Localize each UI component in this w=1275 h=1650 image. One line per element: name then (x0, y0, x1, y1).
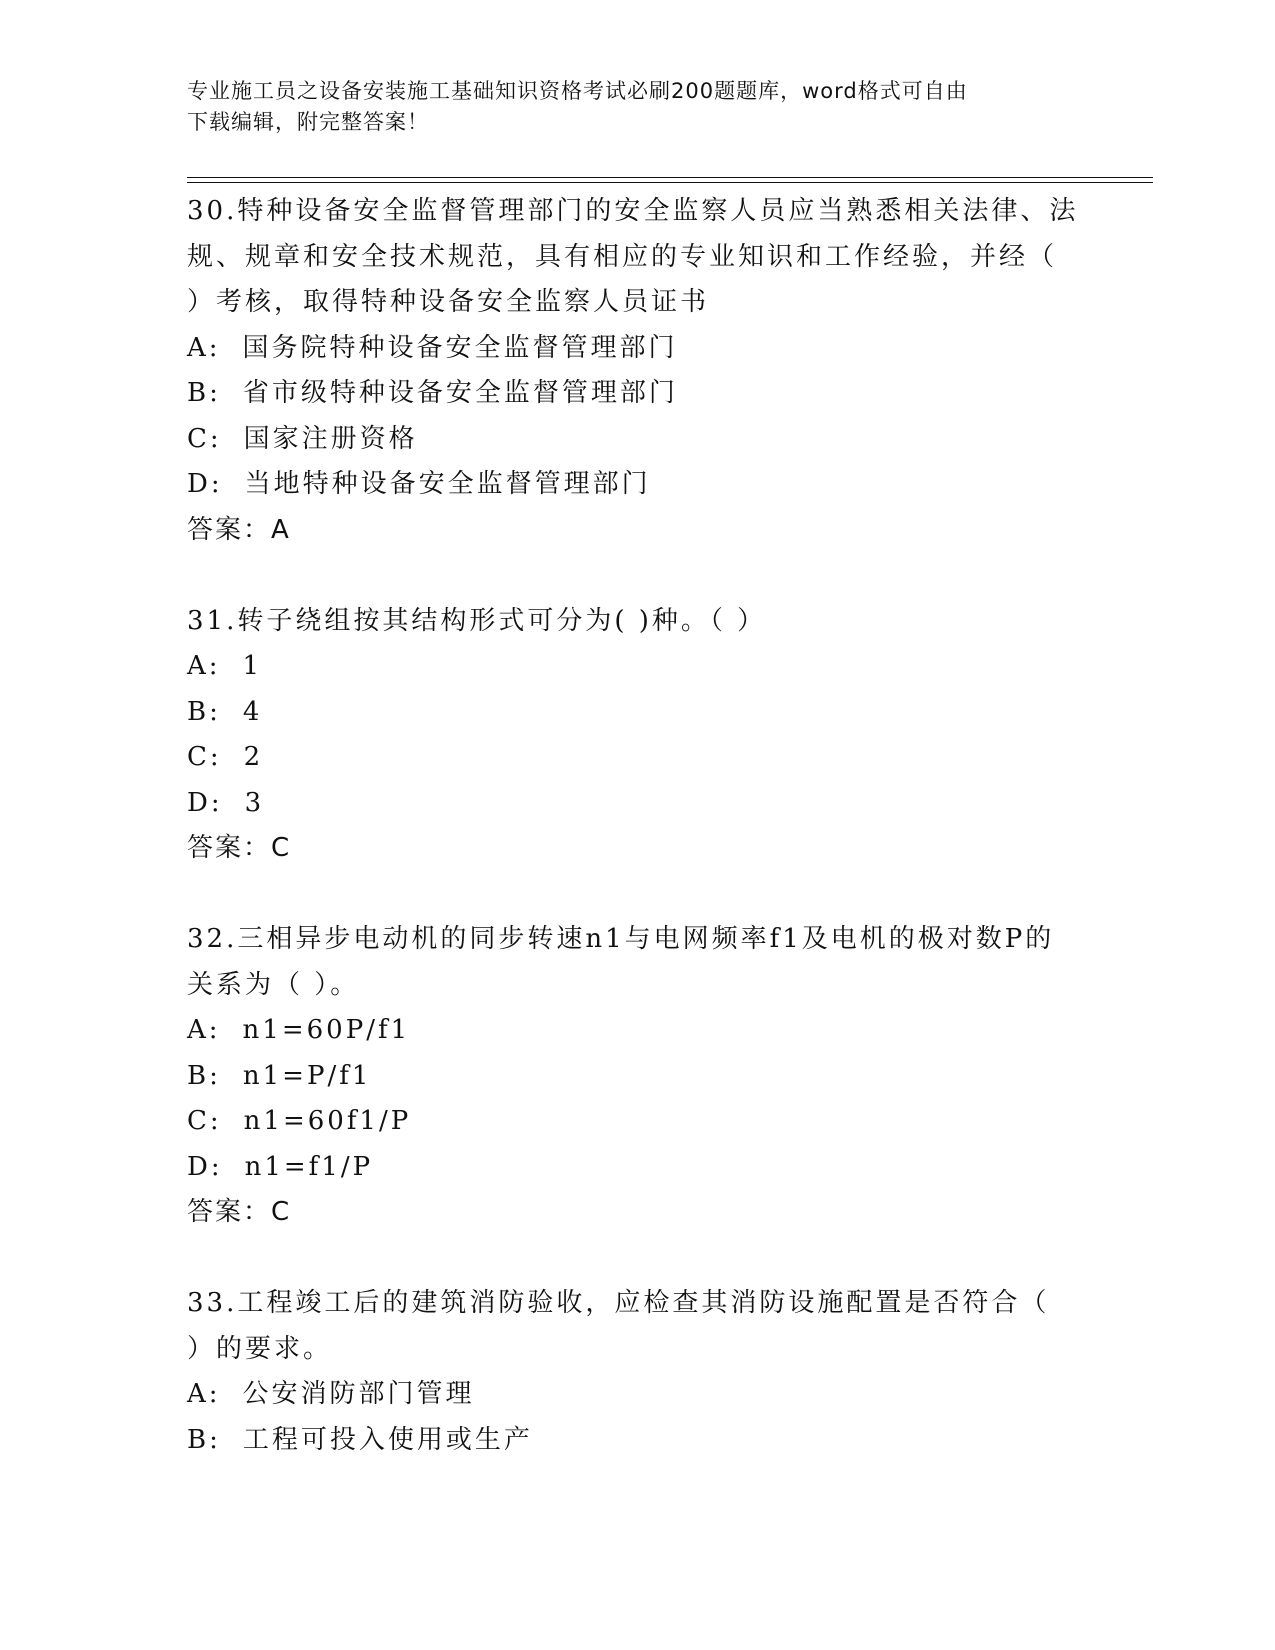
option-a (187, 1372, 1087, 1418)
question-text-line: 31.转子绕组按其结构形式可分为( )种。（ ） (187, 605, 767, 636)
question-33 (187, 1281, 1087, 1463)
option-text: n1=60P/f1 (242, 1015, 411, 1045)
option-d (187, 781, 1087, 827)
answer-line: 答案：A (187, 514, 291, 545)
option-c (187, 1099, 1087, 1145)
question-text-line: 32.三相异步电动机的同步转速n1与电网频率f1及电机的极对数P的 (187, 924, 1055, 954)
option-text: 3 (244, 787, 265, 818)
option-letter: C: (187, 742, 222, 772)
question-31 (187, 599, 1087, 872)
option-letter: D: (187, 1151, 223, 1182)
option-b (187, 690, 1087, 736)
header-line-2: 下载编辑，附完整答案！ (187, 110, 429, 134)
option-c (187, 417, 1087, 463)
question-text-line: 规、规章和安全技术规范，具有相应的专业知识和工作经验，并经（ (187, 241, 1058, 272)
option-b (187, 1054, 1087, 1100)
option-letter: B: (187, 378, 221, 408)
option-b (187, 1418, 1087, 1464)
option-letter: B: (187, 1424, 221, 1455)
option-text: 工程可投入使用或生产 (242, 1424, 533, 1455)
option-letter: A: (187, 332, 221, 363)
option-letter: D: (187, 469, 223, 499)
question-text-line: 30.特种设备安全监督管理部门的安全监察人员应当熟悉相关法律、法 (187, 196, 1079, 226)
option-text: 国家注册资格 (243, 423, 418, 454)
option-text: 省市级特种设备安全监督管理部门 (242, 378, 678, 408)
option-text: 2 (243, 742, 264, 772)
option-text: 当地特种设备安全监督管理部门 (244, 469, 651, 499)
option-letter: A: (187, 1379, 221, 1409)
document-header (187, 76, 1067, 138)
option-d (187, 1145, 1087, 1191)
question-text-line: ）考核，取得特种设备安全监察人员证书 (187, 287, 710, 317)
question-list (187, 189, 1087, 1463)
option-letter: D: (187, 787, 223, 818)
question-text-line: 关系为（ ）。 (187, 969, 360, 1000)
header-line-1: 专业施工员之设备安装施工基础知识资格考试必刷200题题库，word格式可自由 (187, 79, 968, 103)
option-letter: A: (187, 651, 221, 681)
answer-line: 答案：C (187, 833, 292, 863)
option-a (187, 326, 1087, 372)
option-text: 国务院特种设备安全监督管理部门 (242, 332, 678, 363)
answer-line: 答案：C (187, 1197, 292, 1227)
option-letter: B: (187, 1060, 221, 1091)
option-letter: A: (187, 1015, 221, 1045)
option-text: n1=P/f1 (242, 1060, 372, 1091)
option-letter: C: (187, 1106, 222, 1136)
option-text: 1 (242, 651, 263, 681)
option-letter: B: (187, 696, 221, 727)
question-30 (187, 189, 1087, 553)
option-c (187, 735, 1087, 781)
option-letter: C: (187, 423, 222, 454)
header-divider-bottom (187, 182, 1153, 183)
option-a (187, 1008, 1087, 1054)
option-text: 公安消防部门管理 (242, 1379, 475, 1409)
question-text-line: ）的要求。 (187, 1333, 333, 1364)
question-text-line: 33.工程竣工后的建筑消防验收，应检查其消防设施配置是否符合（ (187, 1288, 1050, 1318)
option-d (187, 462, 1087, 508)
option-text: 4 (242, 696, 263, 727)
header-divider-top (187, 177, 1153, 178)
option-text: n1=60f1/P (243, 1106, 412, 1136)
option-b (187, 371, 1087, 417)
question-32 (187, 917, 1087, 1236)
option-text: n1=f1/P (244, 1151, 374, 1182)
option-a (187, 644, 1087, 690)
